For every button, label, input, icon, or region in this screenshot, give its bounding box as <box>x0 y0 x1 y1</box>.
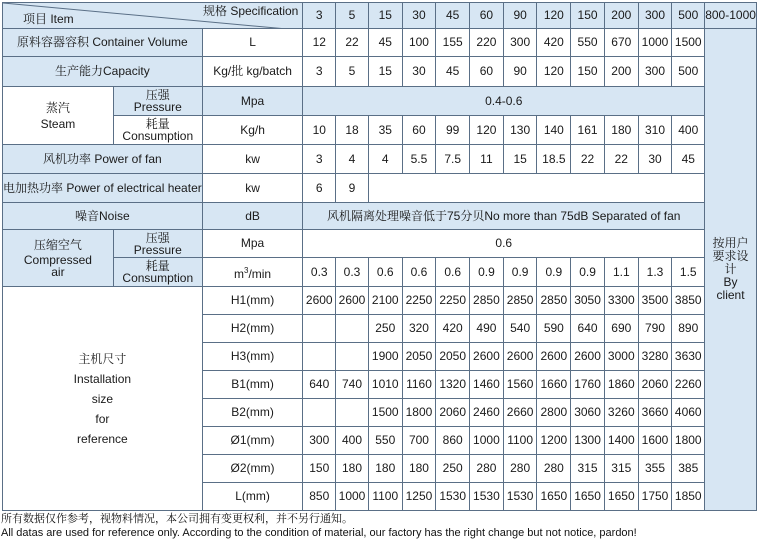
value-cell: 22 <box>571 145 605 174</box>
value-cell: 3 <box>303 57 336 87</box>
sub-label-consumption: 耗量 Consumption <box>113 258 202 287</box>
value-cell: 1000 <box>638 29 672 57</box>
dimension-label: H1(mm) <box>202 287 303 315</box>
value-cell: 2100 <box>368 287 402 315</box>
value-cell: 315 <box>571 455 605 483</box>
model-header: 800-1000 <box>705 3 757 29</box>
value-cell: 30 <box>638 145 672 174</box>
value-cell: 120 <box>537 57 571 87</box>
value-cell: 155 <box>436 29 470 57</box>
row-label-installation-size: 主机尺寸 Installation size for reference <box>3 287 203 511</box>
by-client-cell: 按用户 要求设 计 By client <box>705 29 757 511</box>
value-cell: 3300 <box>604 287 638 315</box>
value-cell: 140 <box>537 116 571 145</box>
value-cell: 6 <box>303 174 336 203</box>
value-cell: 161 <box>571 116 605 145</box>
model-header: 45 <box>436 3 470 29</box>
value-cell: 2660 <box>503 399 537 427</box>
value-cell: 2060 <box>638 371 672 399</box>
value-cell: 0.6 <box>368 258 402 287</box>
value-cell: 15 <box>503 145 537 174</box>
value-cell: 5 <box>336 57 369 87</box>
value-cell: 3050 <box>571 287 605 315</box>
value-cell: 99 <box>436 116 470 145</box>
header-spec-label: 规格 Specification <box>202 4 299 18</box>
value-cell: 200 <box>604 57 638 87</box>
value-cell: 1100 <box>368 483 402 511</box>
value-cell: 1660 <box>537 371 571 399</box>
value-cell: 9 <box>336 174 369 203</box>
value-cell: 3 <box>303 145 336 174</box>
row-label-fan: 风机功率 Power of fan <box>3 145 203 174</box>
value-cell: 3280 <box>638 343 672 371</box>
value-cell: 280 <box>537 455 571 483</box>
value-cell: 300 <box>303 427 336 455</box>
value-cell: 550 <box>368 427 402 455</box>
value-cell: 180 <box>368 455 402 483</box>
value-cell: 1010 <box>368 371 402 399</box>
value-cell: 1750 <box>638 483 672 511</box>
value-cell: 1200 <box>537 427 571 455</box>
value-cell <box>336 399 369 427</box>
value-cell: 355 <box>638 455 672 483</box>
value-cell: 320 <box>402 315 436 343</box>
value-cell: 2800 <box>537 399 571 427</box>
value-cell: 315 <box>604 455 638 483</box>
value-cell: 1100 <box>503 427 537 455</box>
row-label-capacity: 生产能力Capacity <box>3 57 203 87</box>
value-cell: 790 <box>638 315 672 343</box>
value-cell: 45 <box>436 57 470 87</box>
value-cell: 5.5 <box>402 145 436 174</box>
footnotes <box>1 512 637 540</box>
air-pressure-value: 0.6 <box>303 230 705 258</box>
value-cell: 420 <box>537 29 571 57</box>
table-row <box>3 116 757 145</box>
sub-label-pressure: 压强 Pressure <box>113 230 202 258</box>
value-cell: 45 <box>368 29 402 57</box>
unit-cell: Kg/h <box>202 116 303 145</box>
sub-label-consumption: 耗量 Consumption <box>113 116 202 145</box>
dimension-label: Ø2(mm) <box>202 455 303 483</box>
model-header: 500 <box>672 3 705 29</box>
noise-value: 风机隔离处理噪音低于75分贝No more than 75dB Separated of fan <box>303 203 705 230</box>
value-cell: 1320 <box>436 371 470 399</box>
table-row <box>3 29 757 57</box>
value-cell: 150 <box>303 455 336 483</box>
value-cell: 1500 <box>672 29 705 57</box>
value-cell: 3850 <box>672 287 705 315</box>
value-cell: 860 <box>436 427 470 455</box>
value-cell: 690 <box>604 315 638 343</box>
value-cell: 1000 <box>470 427 504 455</box>
value-cell: 0.9 <box>470 258 504 287</box>
value-cell: 4 <box>336 145 369 174</box>
value-cell: 490 <box>470 315 504 343</box>
value-cell: 18.5 <box>537 145 571 174</box>
row-label-heater: 电加热功率 Power of electrical heater <box>3 174 203 203</box>
value-cell: 150 <box>571 57 605 87</box>
unit-cell: dB <box>202 203 303 230</box>
value-cell: 3000 <box>604 343 638 371</box>
value-cell: 45 <box>672 145 705 174</box>
value-cell: 1600 <box>638 427 672 455</box>
value-cell: 1.5 <box>672 258 705 287</box>
empty-cell <box>368 174 704 203</box>
value-cell: 1300 <box>571 427 605 455</box>
unit-cell: L <box>202 29 303 57</box>
model-header: 60 <box>470 3 504 29</box>
table-row <box>3 145 757 174</box>
value-cell: 220 <box>470 29 504 57</box>
value-cell: 2600 <box>503 343 537 371</box>
dimension-label: H3(mm) <box>202 343 303 371</box>
value-cell: 90 <box>503 57 537 87</box>
value-cell: 0.3 <box>303 258 336 287</box>
table-row <box>3 174 757 203</box>
value-cell: 280 <box>470 455 504 483</box>
value-cell: 4 <box>368 145 402 174</box>
value-cell: 2060 <box>436 399 470 427</box>
value-cell: 1800 <box>402 399 436 427</box>
value-cell: 890 <box>672 315 705 343</box>
value-cell: 1460 <box>470 371 504 399</box>
footnote-en: All datas are used for reference only. According to the condition of material, our factory has the right change but not notice, pardon! <box>1 527 637 539</box>
model-header: 300 <box>638 3 672 29</box>
value-cell: 120 <box>470 116 504 145</box>
value-cell: 2850 <box>470 287 504 315</box>
model-header: 120 <box>537 3 571 29</box>
value-cell: 1650 <box>604 483 638 511</box>
value-cell: 180 <box>402 455 436 483</box>
row-label-compressed-air: 压缩空气 Compressed air <box>3 230 114 287</box>
value-cell: 2050 <box>436 343 470 371</box>
model-header: 90 <box>503 3 537 29</box>
value-cell: 1530 <box>503 483 537 511</box>
dimension-label: B2(mm) <box>202 399 303 427</box>
value-cell: 2600 <box>537 343 571 371</box>
value-cell: 1400 <box>604 427 638 455</box>
specification-table <box>2 2 757 511</box>
value-cell: 3660 <box>638 399 672 427</box>
sub-label-pressure: 压强 Pressure <box>113 87 202 116</box>
value-cell: 3630 <box>672 343 705 371</box>
value-cell <box>303 315 336 343</box>
value-cell: 12 <box>303 29 336 57</box>
model-header: 30 <box>402 3 436 29</box>
dimension-label: L(mm) <box>202 483 303 511</box>
value-cell: 1800 <box>672 427 705 455</box>
value-cell: 2600 <box>336 287 369 315</box>
value-cell: 11 <box>470 145 504 174</box>
value-cell: 0.6 <box>436 258 470 287</box>
value-cell: 420 <box>436 315 470 343</box>
unit-cell: kw <box>202 174 303 203</box>
model-header: 200 <box>604 3 638 29</box>
model-header: 150 <box>571 3 605 29</box>
value-cell: 1860 <box>604 371 638 399</box>
value-cell: 2260 <box>672 371 705 399</box>
value-cell: 540 <box>503 315 537 343</box>
table-row <box>3 203 757 230</box>
steam-pressure-value: 0.4-0.6 <box>303 87 705 116</box>
value-cell: 4060 <box>672 399 705 427</box>
value-cell: 640 <box>571 315 605 343</box>
value-cell: 1650 <box>571 483 605 511</box>
row-label-noise: 噪音Noise <box>3 203 203 230</box>
value-cell: 0.9 <box>537 258 571 287</box>
value-cell: 10 <box>303 116 336 145</box>
value-cell: 400 <box>336 427 369 455</box>
value-cell <box>336 343 369 371</box>
value-cell: 1160 <box>402 371 436 399</box>
value-cell: 35 <box>368 116 402 145</box>
value-cell: 385 <box>672 455 705 483</box>
value-cell: 2850 <box>537 287 571 315</box>
value-cell: 590 <box>537 315 571 343</box>
value-cell: 2600 <box>303 287 336 315</box>
value-cell: 300 <box>503 29 537 57</box>
value-cell: 3500 <box>638 287 672 315</box>
value-cell: 700 <box>402 427 436 455</box>
value-cell: 1650 <box>537 483 571 511</box>
value-cell: 15 <box>368 57 402 87</box>
row-label-steam: 蒸汽 Steam <box>3 87 114 145</box>
value-cell: 2250 <box>402 287 436 315</box>
value-cell: 310 <box>638 116 672 145</box>
value-cell: 1.1 <box>604 258 638 287</box>
value-cell <box>303 343 336 371</box>
value-cell: 2250 <box>436 287 470 315</box>
value-cell: 250 <box>436 455 470 483</box>
value-cell: 2600 <box>571 343 605 371</box>
unit-cell: Mpa <box>202 230 303 258</box>
value-cell: 2050 <box>402 343 436 371</box>
value-cell: 180 <box>604 116 638 145</box>
header-item-label: 项目 Item <box>23 12 74 26</box>
row-label-volume: 原料容器容积 Container Volume <box>3 29 203 57</box>
value-cell: 1530 <box>470 483 504 511</box>
value-cell: 3060 <box>571 399 605 427</box>
dimension-label: H2(mm) <box>202 315 303 343</box>
value-cell: 22 <box>336 29 369 57</box>
value-cell: 7.5 <box>436 145 470 174</box>
value-cell: 180 <box>336 455 369 483</box>
value-cell: 1530 <box>436 483 470 511</box>
value-cell: 1000 <box>336 483 369 511</box>
value-cell: 1.3 <box>638 258 672 287</box>
unit-cell: kw <box>202 145 303 174</box>
value-cell: 0.9 <box>571 258 605 287</box>
unit-cell: Kg/批 kg/batch <box>202 57 303 87</box>
value-cell: 0.9 <box>503 258 537 287</box>
dimension-label: Ø1(mm) <box>202 427 303 455</box>
table-row <box>3 287 757 315</box>
model-header: 3 <box>303 3 336 29</box>
value-cell: 130 <box>503 116 537 145</box>
value-cell: 60 <box>470 57 504 87</box>
value-cell: 300 <box>638 57 672 87</box>
dimension-label: B1(mm) <box>202 371 303 399</box>
value-cell: 400 <box>672 116 705 145</box>
value-cell: 22 <box>604 145 638 174</box>
value-cell <box>303 399 336 427</box>
value-cell: 550 <box>571 29 605 57</box>
value-cell: 740 <box>336 371 369 399</box>
model-header: 15 <box>368 3 402 29</box>
value-cell: 1760 <box>571 371 605 399</box>
value-cell: 0.3 <box>336 258 369 287</box>
value-cell: 2850 <box>503 287 537 315</box>
footnote-cn: 所有数据仅作参考，视物料情况，本公司拥有变更权利，并不另行通知。 <box>1 513 353 525</box>
value-cell: 2600 <box>470 343 504 371</box>
value-cell: 100 <box>402 29 436 57</box>
unit-cell: $m^3/\min$ <box>202 258 303 287</box>
table-row <box>3 87 757 116</box>
table-row <box>3 57 757 87</box>
value-cell: 1850 <box>672 483 705 511</box>
unit-cell: Mpa <box>202 87 303 116</box>
value-cell: 3260 <box>604 399 638 427</box>
model-header: 5 <box>336 3 369 29</box>
table-row <box>3 230 757 258</box>
value-cell: 1560 <box>503 371 537 399</box>
value-cell: 1900 <box>368 343 402 371</box>
value-cell: 500 <box>672 57 705 87</box>
value-cell: 850 <box>303 483 336 511</box>
value-cell: 250 <box>368 315 402 343</box>
value-cell: 280 <box>503 455 537 483</box>
table-row <box>3 258 757 287</box>
value-cell <box>336 315 369 343</box>
value-cell: 1500 <box>368 399 402 427</box>
value-cell: 60 <box>402 116 436 145</box>
header-item-spec-cell <box>3 3 303 29</box>
value-cell: 670 <box>604 29 638 57</box>
value-cell: 18 <box>336 116 369 145</box>
value-cell: 640 <box>303 371 336 399</box>
value-cell: 30 <box>402 57 436 87</box>
value-cell: 1250 <box>402 483 436 511</box>
value-cell: 0.6 <box>402 258 436 287</box>
value-cell: 2460 <box>470 399 504 427</box>
